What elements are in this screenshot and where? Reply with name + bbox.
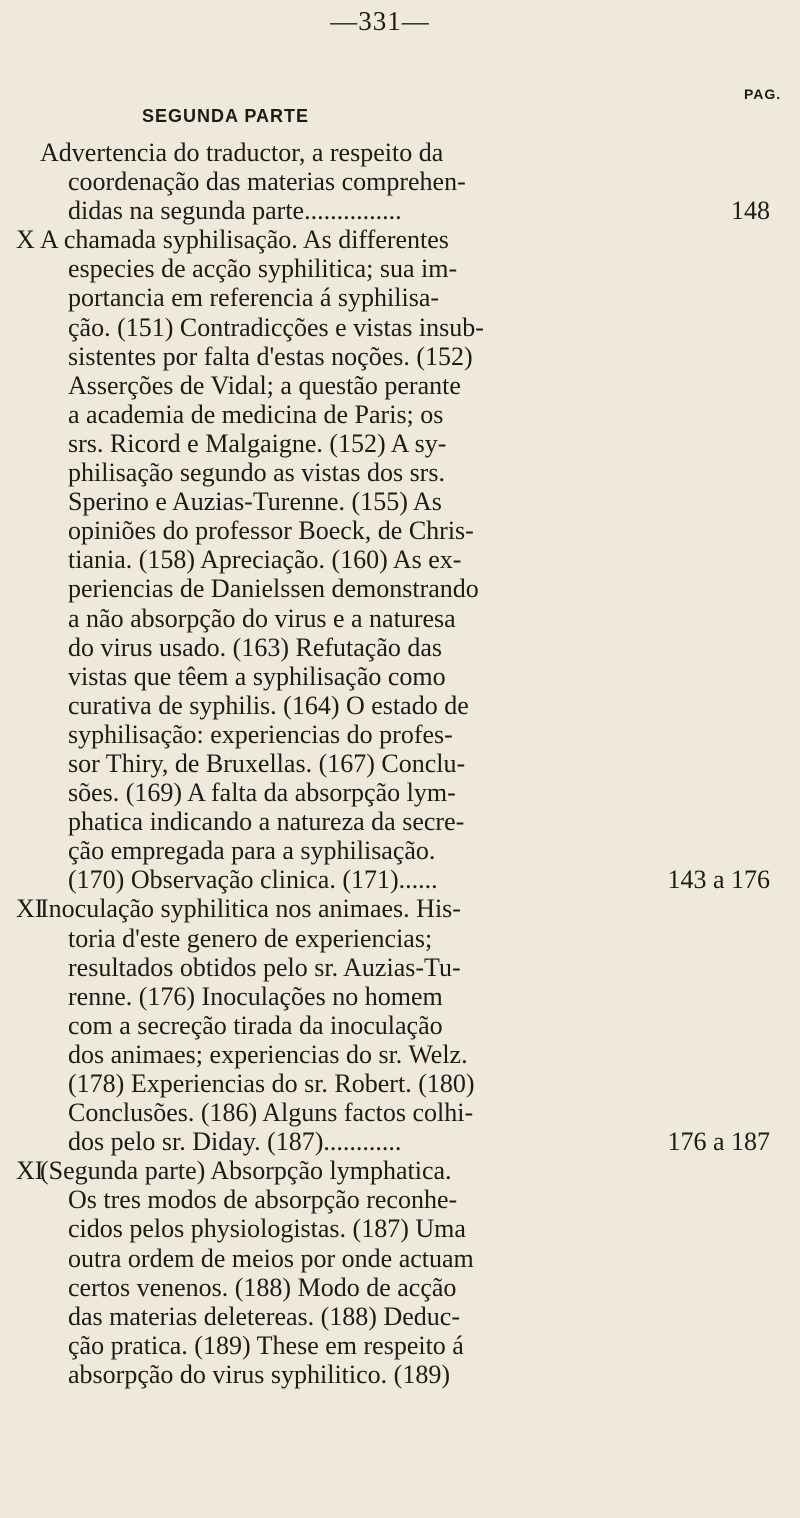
toc-line: (Segunda parte) Absorpção lymphatica.	[40, 1156, 452, 1186]
toc-line: especies de acção syphilitica; sua im-	[68, 254, 458, 284]
toc-page-range: 176 a 187	[667, 1127, 770, 1157]
toc-entry-chapter-x	[0, 225, 770, 895]
toc-line: toria d'este genero de experiencias;	[68, 923, 433, 953]
page-number: —331—	[330, 6, 430, 36]
toc-line: renne. (176) Inoculações no homem	[68, 981, 443, 1011]
toc-line: resultados obtidos pelo sr. Auzias-Tu-	[68, 952, 461, 982]
toc-line: das materias deletereas. (188) Deduc-	[68, 1301, 460, 1331]
toc-line: dos pelo sr. Diday. (187)............	[68, 1127, 402, 1157]
chapter-numeral: X	[16, 225, 35, 255]
toc-page-range: 148	[731, 196, 770, 226]
toc-line: do virus usado. (163) Refutação das	[68, 632, 443, 662]
toc-line: sor Thiry, de Bruxellas. (167) Conclu-	[68, 748, 466, 778]
toc-line: ção. (151) Contradicções e vistas insub-	[68, 312, 484, 342]
toc-line: philisação segundo as vistas dos srs.	[68, 458, 445, 488]
toc-line: dos animaes; experiencias do sr. Welz.	[68, 1039, 468, 1069]
toc-line: cidos pelos physiologistas. (187) Uma	[68, 1214, 466, 1244]
toc-line: outra ordem de meios por onde actuam	[68, 1243, 474, 1273]
chapter-numeral: XI	[16, 894, 44, 924]
toc-line: coordenação das materias comprehen-	[68, 167, 466, 197]
toc-line: opiniões do professor Boeck, de Chris-	[68, 516, 474, 546]
toc-line: (178) Experiencias do sr. Robert. (180)	[68, 1069, 475, 1098]
toc-line: Inoculação syphilitica nos animaes. His-	[40, 894, 461, 924]
chapter-numeral: XI	[16, 1156, 44, 1186]
toc-line: didas na segunda parte...............	[68, 196, 402, 226]
toc-line: syphilisação: experiencias do profes-	[68, 719, 453, 749]
toc-entry-chapter-xi-second-part	[0, 1156, 620, 1389]
toc-page-range: 143 a 176	[667, 865, 770, 895]
toc-line: curativa de syphilis. (164) O estado de	[68, 690, 469, 720]
toc-line: portancia em referencia á syphilisa-	[68, 283, 440, 313]
toc-line: srs. Ricord e Malgaigne. (152) A sy-	[68, 428, 447, 458]
table-of-contents	[0, 138, 800, 1389]
toc-line: ção pratica. (189) These em respeito á	[68, 1330, 464, 1360]
toc-line: Asserções de Vidal; a questão perante	[68, 370, 461, 400]
section-title: SEGUNDA PARTE	[142, 106, 310, 126]
toc-line: certos venenos. (188) Modo de acção	[68, 1272, 457, 1302]
toc-line: tiania. (158) Apreciação. (160) As ex-	[68, 545, 462, 575]
toc-line: ção empregada para a syphilisação.	[68, 836, 436, 866]
toc-line: com a secreção tirada da inoculação	[68, 1010, 443, 1040]
toc-line: Conclusões. (186) Alguns factos colhi-	[68, 1098, 474, 1128]
toc-line: a academia de medicina de Paris; os	[68, 399, 444, 429]
toc-entry-advertencia	[0, 138, 770, 226]
toc-line: sões. (169) A falta da absorpção lym-	[68, 778, 456, 808]
toc-line: vistas que têem a syphilisação como	[68, 661, 446, 691]
toc-line: A chamada syphilisação. As differentes	[40, 225, 449, 255]
toc-line: Advertencia do traductor, a respeito da	[40, 138, 444, 167]
toc-line: sistentes por falta d'estas noções. (152)	[68, 341, 473, 371]
pag-column-label: PAG.	[744, 86, 782, 102]
toc-line: phatica indicando a natureza da secre-	[68, 807, 465, 837]
toc-line: Sperino e Auzias-Turenne. (155) As	[68, 487, 442, 517]
toc-line: Os tres modos de absorpção reconhe-	[68, 1185, 458, 1215]
toc-entry-chapter-xi	[0, 894, 770, 1157]
toc-line: absorpção do virus syphilitico. (189)	[68, 1359, 450, 1389]
toc-line: a não absorpção do virus e a naturesa	[68, 603, 456, 633]
toc-line: (170) Observação clinica. (171)......	[68, 865, 438, 895]
toc-line: periencias de Danielssen demonstrando	[68, 574, 479, 604]
